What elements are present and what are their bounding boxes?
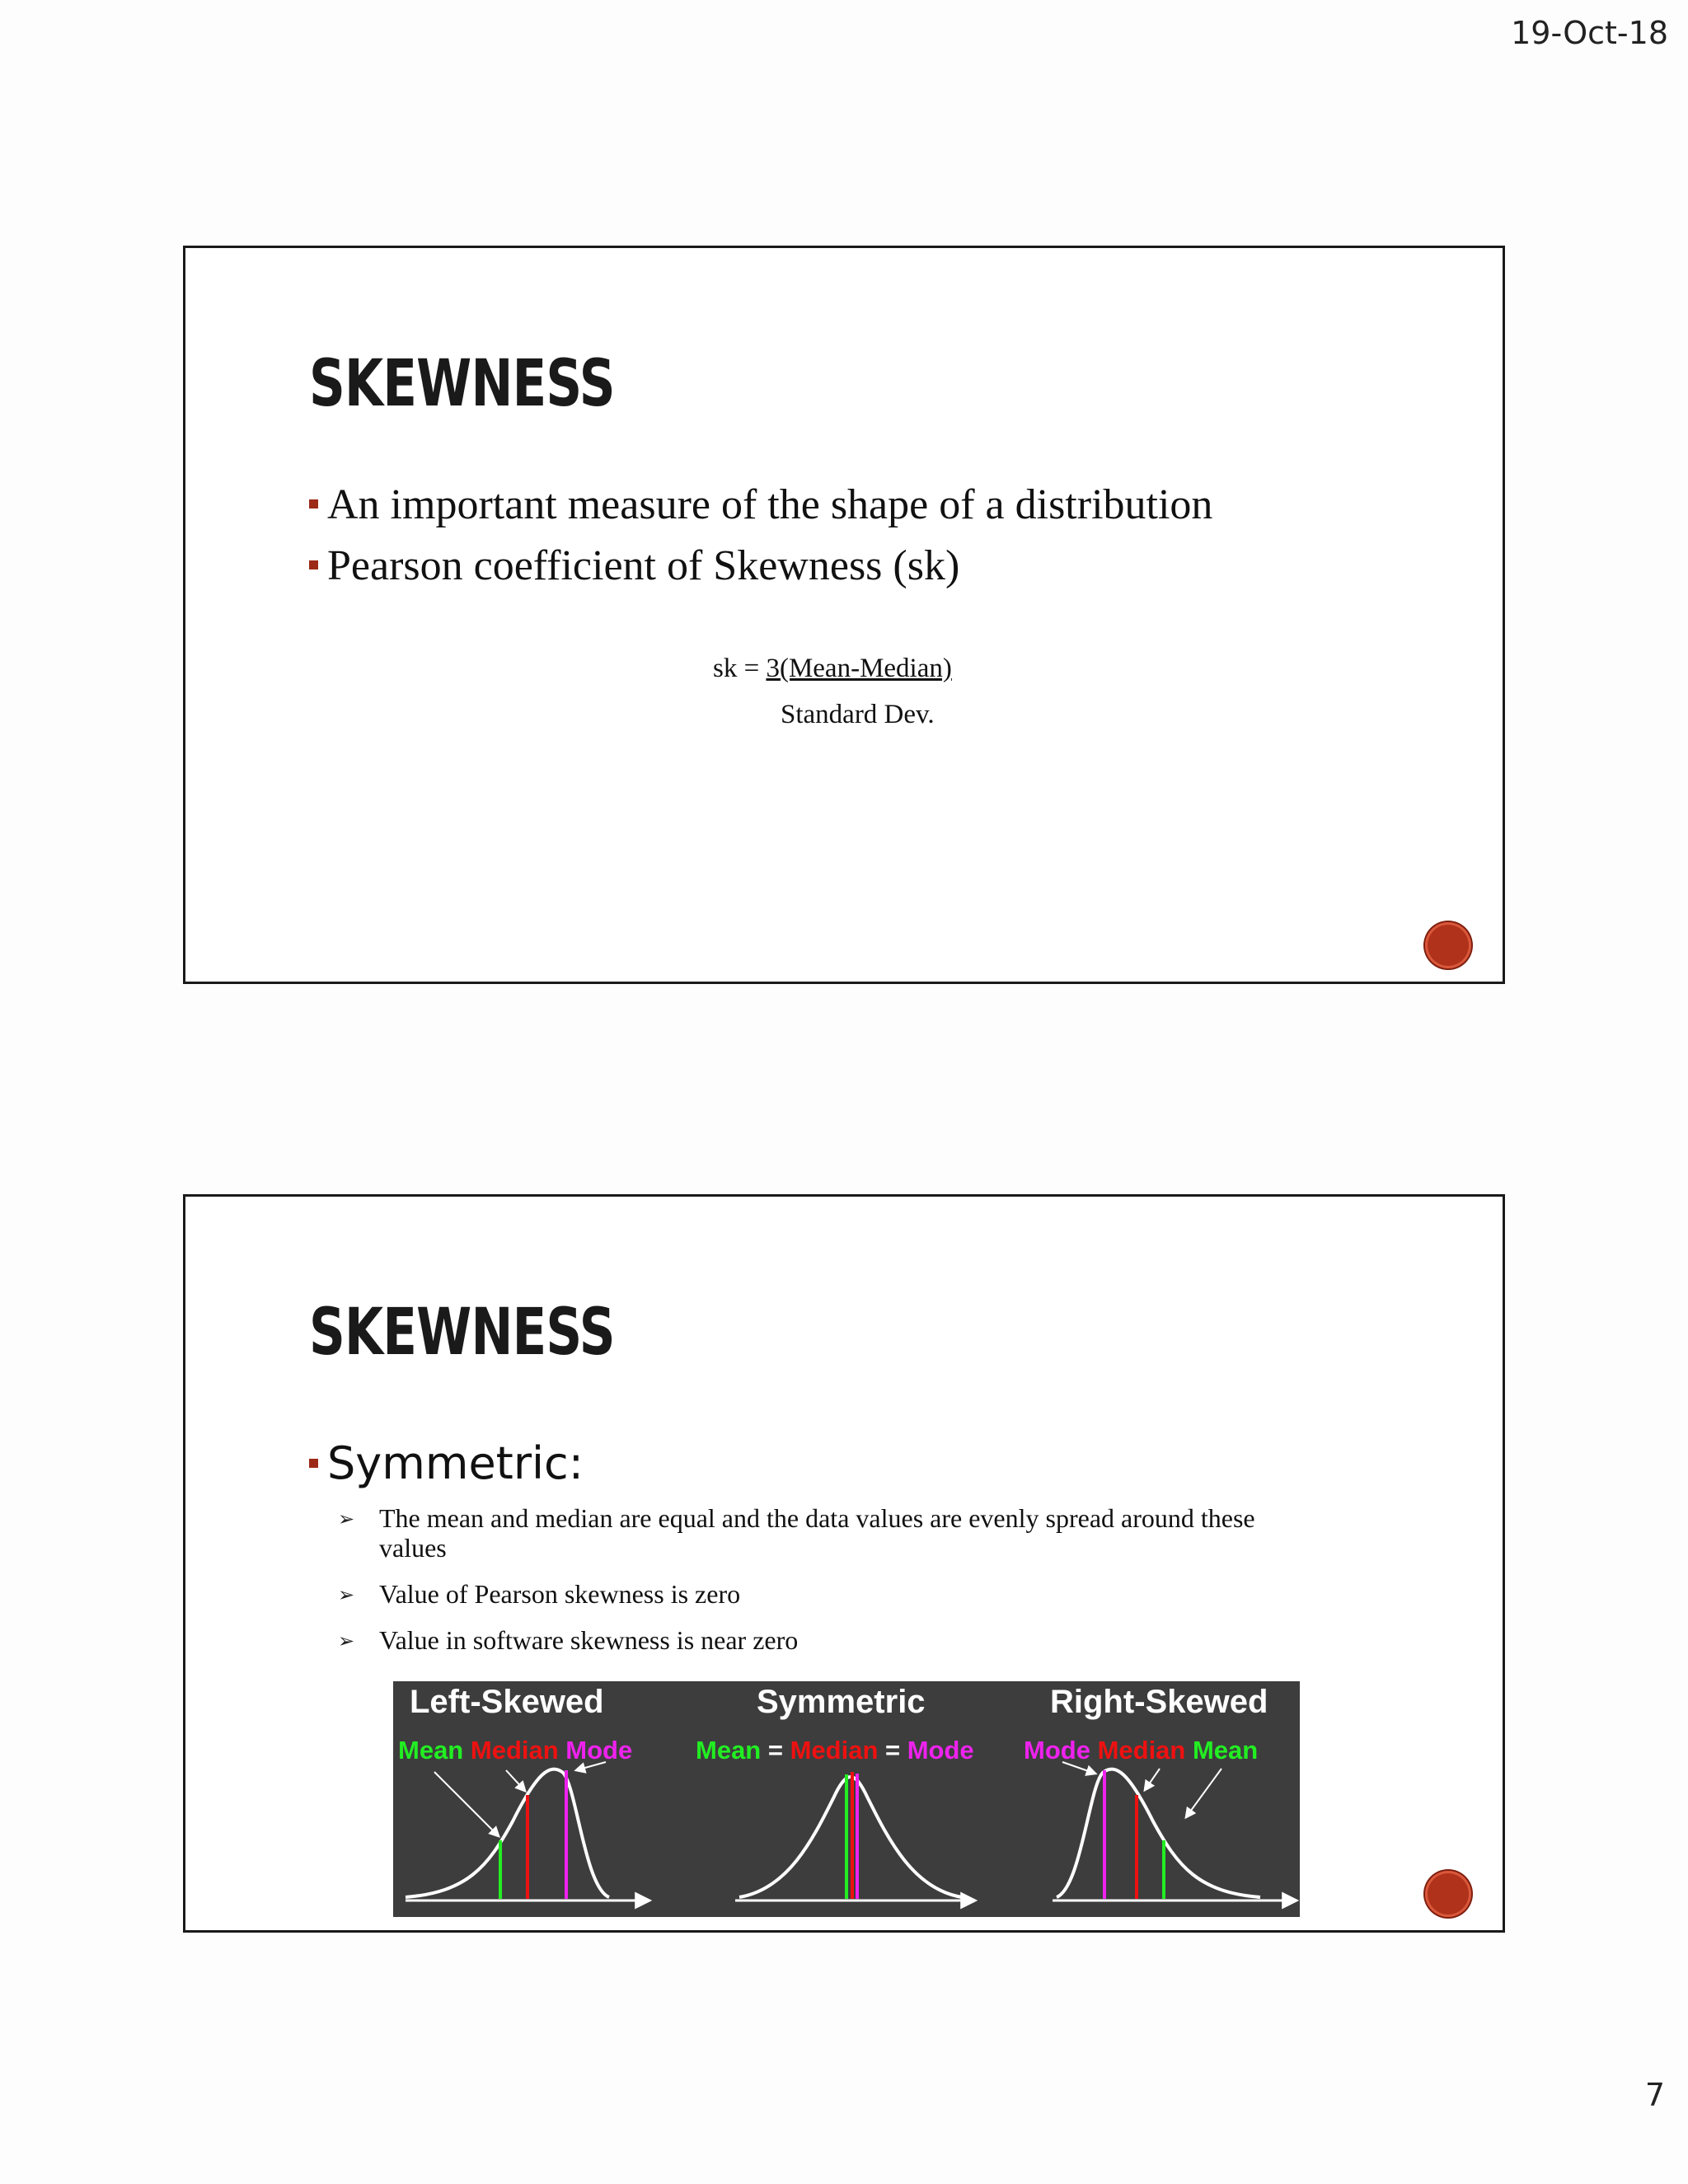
left-skewed-labels — [398, 1736, 632, 1765]
median-label: Median — [1097, 1736, 1186, 1765]
mean-arrow — [434, 1772, 499, 1836]
median-arrow — [506, 1770, 525, 1791]
left-skewed-heading: Left-Skewed — [410, 1684, 604, 1720]
right-skewed-panel — [1053, 1762, 1296, 1900]
right-skewed-heading: Right-Skewed — [1050, 1684, 1268, 1720]
bullet-item — [309, 1434, 584, 1493]
sub-bullet-text: Value in software skewness is near zero — [379, 1625, 799, 1655]
symmetric-labels — [696, 1736, 974, 1765]
arrowhead-bullet-icon: ➢ — [338, 1629, 355, 1652]
skewness-diagram — [393, 1681, 1300, 1917]
sub-bullet-item — [338, 1625, 1327, 1655]
formula-numerator: 3(Mean-Median) — [766, 654, 952, 683]
sub-bullet-text: The mean and median are equal and the data values are evenly spread around these values — [379, 1503, 1255, 1563]
mean-label: Mean — [1192, 1736, 1259, 1765]
square-bullet-icon — [309, 560, 318, 569]
mode-label: Mode — [907, 1736, 974, 1765]
bullet-item — [309, 536, 1212, 597]
page-number: 7 — [1644, 2077, 1665, 2113]
bullet-list — [309, 1434, 584, 1493]
formula-denominator: Standard Dev. — [781, 700, 935, 729]
page-date: 19-Oct-18 — [1511, 15, 1668, 51]
left-skewed-curve — [406, 1769, 609, 1897]
sub-bullet-text: Value of Pearson skewness is zero — [379, 1579, 741, 1609]
equals-sign: = — [878, 1736, 907, 1765]
bullet-item — [309, 475, 1212, 536]
square-bullet-icon — [309, 1459, 318, 1468]
right-skewed-labels — [1024, 1736, 1258, 1765]
formula-prefix: sk = — [713, 654, 767, 683]
slide-skewness-definition — [183, 246, 1505, 984]
square-bullet-icon — [309, 499, 318, 509]
slide-logo-icon — [1425, 1871, 1471, 1917]
slide-skewness-symmetric — [183, 1194, 1505, 1933]
sub-bullet-item — [338, 1579, 1327, 1609]
left-skewed-panel — [406, 1762, 649, 1900]
arrowhead-bullet-icon: ➢ — [338, 1583, 355, 1606]
bullet-list — [309, 475, 1212, 597]
median-label: Median — [790, 1736, 879, 1765]
symmetric-heading: Symmetric — [757, 1684, 926, 1720]
bullet-text: Symmetric: — [327, 1437, 584, 1489]
mean-label: Mean — [696, 1736, 762, 1765]
slide-title: SKEWNESS — [309, 347, 615, 421]
mean-arrow — [1186, 1769, 1221, 1817]
bullet-text: An important measure of the shape of a distribution — [327, 481, 1213, 528]
sub-bullet-item — [338, 1503, 1327, 1563]
bullet-text: Pearson coefficient of Skewness (sk) — [327, 542, 960, 589]
right-skewed-curve — [1057, 1769, 1260, 1897]
median-label: Median — [470, 1736, 559, 1765]
slide-logo-icon — [1425, 922, 1471, 968]
median-arrow — [1145, 1769, 1160, 1790]
slide-title: SKEWNESS — [309, 1296, 615, 1370]
mode-label: Mode — [565, 1736, 633, 1765]
equals-sign: = — [761, 1736, 790, 1765]
sub-bullet-list — [338, 1503, 1327, 1671]
mean-label: Mean — [398, 1736, 464, 1765]
arrowhead-bullet-icon: ➢ — [338, 1507, 355, 1530]
pearson-formula — [713, 645, 952, 729]
mode-label: Mode — [1024, 1736, 1090, 1765]
symmetric-panel — [735, 1772, 974, 1900]
